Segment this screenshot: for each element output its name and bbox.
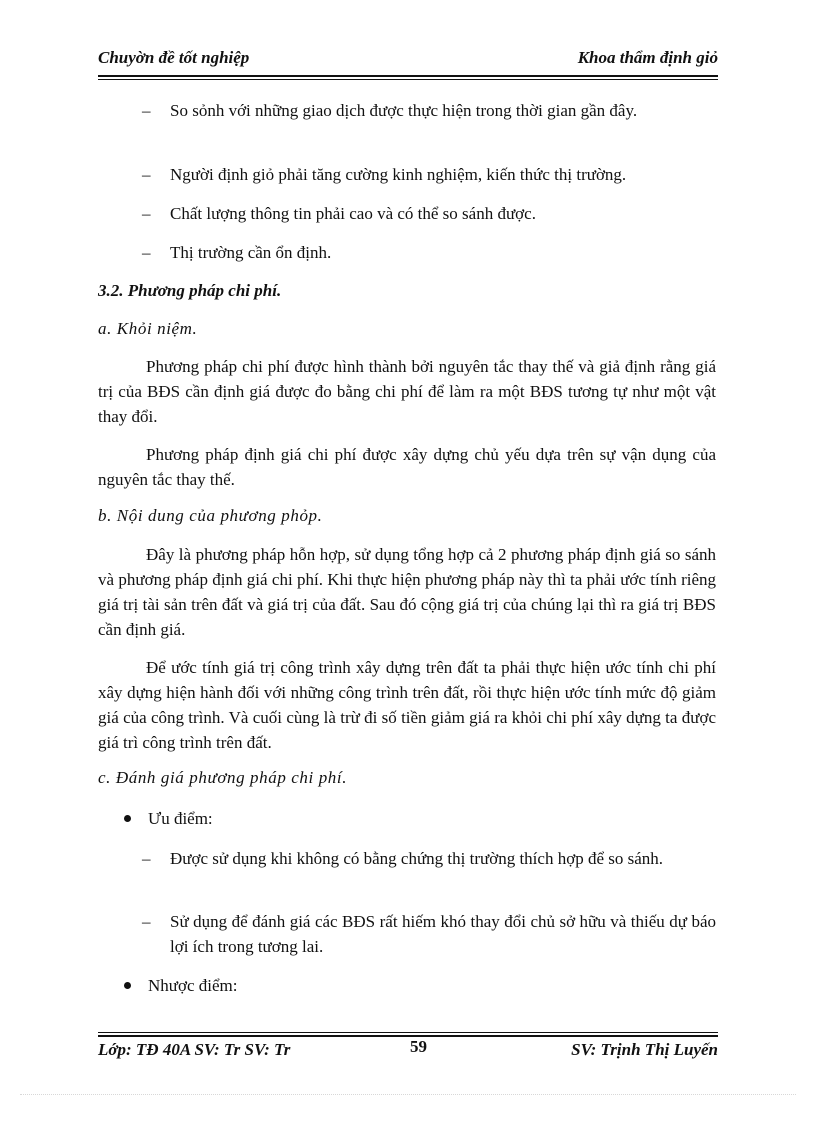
list-item: [142, 162, 716, 187]
subheading-b: b. Nội dung của phương phỏp.: [98, 506, 323, 525]
list-item: [142, 240, 716, 265]
list-item: [142, 909, 716, 959]
bullet-icon: [124, 815, 131, 822]
dash-marker: –: [142, 912, 151, 931]
footer-class-info: Lớp: TĐ 40A SV: Tr SV: Tr: [98, 1040, 291, 1059]
dash-marker: –: [142, 165, 151, 184]
list-item-text: Sử dụng để đánh giá các BĐS rất hiếm khó thay đổi chủ sở hữu và thiếu dự báo lợi ích trong tương lai.: [170, 912, 716, 956]
page-number: 59: [410, 1037, 427, 1056]
dash-marker: –: [142, 849, 151, 868]
dash-marker: –: [142, 204, 151, 223]
header-rule-thin: [98, 79, 718, 80]
subheading-c: c. Đánh giá phương pháp chi phí.: [98, 768, 348, 787]
list-item-text: Thị trường cần ổn định.: [170, 243, 332, 262]
list-item-text: Chất lượng thông tin phải cao và có thể so sánh được.: [170, 204, 536, 223]
dash-marker: –: [142, 101, 151, 120]
footer-rule-thick: [98, 1035, 718, 1037]
paragraph: Phương pháp định giá chi phí được xây dựng chủ yếu dựa trên sự vận dụng của nguyên tắc thay thế.: [98, 445, 716, 489]
list-item: [142, 98, 716, 123]
list-item: [142, 846, 716, 871]
paragraph: Đây là phương pháp hỗn hợp, sử dụng tổng hợp cả 2 phương pháp định giá so sánh và phương pháp định giá chi phí. Khi thực hiện phương pháp này thì ta phải ước tính riêng giá trị tài sản trên đất và giá trị của đất. Sau đó cộng giá trị của chúng lại thì ra giá trị BĐS cần định giá.: [98, 545, 716, 639]
bullet-icon: [124, 982, 131, 989]
bullet-label: Ưu điểm:: [148, 809, 213, 828]
dash-marker: –: [142, 243, 151, 262]
footer-rule-thin: [98, 1032, 718, 1033]
list-item-text: Người định giỏ phải tăng cường kinh nghiệm, kiến thức thị trường.: [170, 165, 627, 184]
page-header: [98, 48, 718, 72]
list-item: [142, 201, 716, 226]
bullet-label: Nhược điểm:: [148, 976, 238, 995]
header-left-title: Chuyờn đề tốt nghiệp: [98, 48, 250, 67]
page-edge-divider: [20, 1094, 796, 1095]
subheading-a: a. Khỏi niệm.: [98, 319, 198, 338]
paragraph: Phương pháp chi phí được hình thành bởi nguyên tắc thay thế và giả định rằng giá trị của BĐS cần định giá được đo bằng chi phí để làm ra một BĐS tương tự như một vật thay đổi.: [98, 357, 716, 426]
page-footer: [98, 1037, 718, 1064]
header-rule-thick: [98, 75, 718, 77]
list-item-text: So sỏnh với những giao dịch được thực hiện trong thời gian gần đây.: [170, 101, 638, 120]
bullet-item-disadvantages: [148, 973, 238, 998]
paragraph: Để ước tính giá trị công trình xây dựng trên đất ta phải thực hiện ước tính chi phí xây dựng hiện hành đối với những công trình trên đất, rồi thực hiện ước tính mức độ giảm giá của công trình. Và cuối cùng là trừ đi số tiền giảm giá ra khỏi chi phí xây dựng ta được giá trì công trình trên đất.: [98, 658, 716, 752]
list-item-text: Được sử dụng khi không có bằng chứng thị trường thích hợp để so sánh.: [170, 849, 664, 868]
bullet-item-advantages: [148, 806, 213, 831]
section-heading: 3.2. Phương pháp chi phí.: [98, 281, 282, 300]
footer-student-name: SV: Trịnh Thị Luyến: [571, 1040, 718, 1059]
header-right-title: Khoa thẩm định giỏ: [577, 48, 718, 67]
